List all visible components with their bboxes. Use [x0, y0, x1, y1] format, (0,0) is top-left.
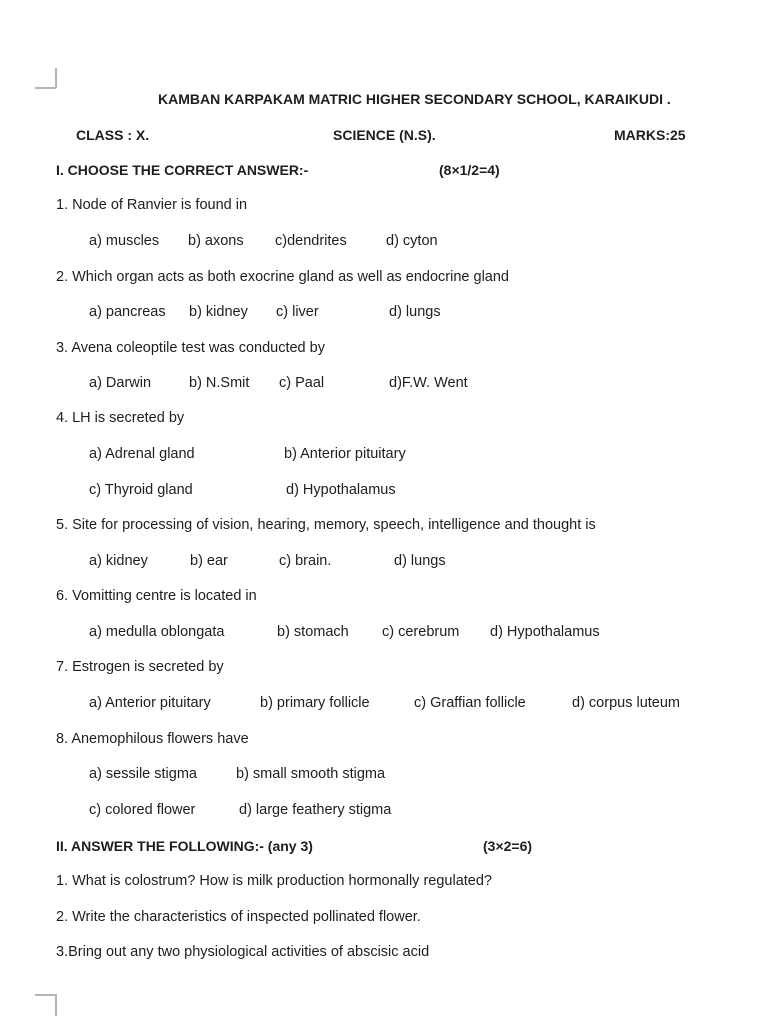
- q6-option-a: a) medulla oblongata: [89, 624, 225, 640]
- q8-option-a: a) sessile stigma: [89, 766, 197, 782]
- q8-option-d: d) large feathery stigma: [239, 802, 392, 818]
- q6-option-b: b) stomach: [277, 624, 349, 640]
- crop-mark-bottom-vertical: [55, 994, 57, 1016]
- question-5: 5. Site for processing of vision, hearing, memory, speech, intelligence and thought is: [56, 517, 596, 533]
- q5-option-d: d) lungs: [394, 553, 446, 569]
- q6-option-d: d) Hypothalamus: [490, 624, 600, 640]
- q3-option-b: b) N.Smit: [189, 375, 250, 391]
- question-4: 4. LH is secreted by: [56, 410, 185, 426]
- section2-title: II. ANSWER THE FOLLOWING:- (any 3): [56, 838, 313, 854]
- class-label: CLASS : X.: [76, 127, 150, 143]
- question-6: 6. Vomitting centre is located in: [56, 588, 257, 604]
- q8-option-c: c) colored flower: [89, 802, 196, 818]
- subject-label: SCIENCE (N.S).: [333, 127, 436, 143]
- q1-option-d: d) cyton: [386, 233, 438, 249]
- q3-option-c: c) Paal: [279, 375, 325, 391]
- q4-option-d: d) Hypothalamus: [286, 482, 396, 498]
- marks-label: MARKS:25: [614, 127, 686, 143]
- question-1: 1. Node of Ranvier is found in: [56, 197, 248, 213]
- section2-question-1: 1. What is colostrum? How is milk production hormonally regulated?: [56, 873, 492, 889]
- q7-option-d: d) corpus luteum: [572, 695, 680, 711]
- q6-option-c: c) cerebrum: [382, 624, 460, 640]
- q7-option-b: b) primary follicle: [260, 695, 370, 711]
- question-2: 2. Which organ acts as both exocrine gland as well as endocrine gland: [56, 269, 509, 285]
- q5-option-b: b) ear: [190, 553, 228, 569]
- school-name: KAMBAN KARPAKAM MATRIC HIGHER SECONDARY SCHOOL, KARAIKUDI .: [158, 91, 671, 107]
- crop-mark-top-horizontal: [35, 87, 56, 89]
- q3-option-d: d)F.W. Went: [389, 375, 468, 391]
- section2-question-2: 2. Write the characteristics of inspected pollinated flower.: [56, 909, 421, 925]
- section1-title: I. CHOOSE THE CORRECT ANSWER:-: [56, 162, 309, 178]
- q2-option-a: a) pancreas: [89, 304, 166, 320]
- q2-option-c: c) liver: [276, 304, 319, 320]
- q4-option-b: b) Anterior pituitary: [284, 446, 406, 462]
- q5-option-a: a) kidney: [89, 553, 148, 569]
- section2-question-3: 3.Bring out any two physiological activities of abscisic acid: [56, 944, 430, 960]
- q7-option-c: c) Graffian follicle: [414, 695, 526, 711]
- question-8: 8. Anemophilous flowers have: [56, 731, 249, 747]
- q8-option-b: b) small smooth stigma: [236, 766, 386, 782]
- q7-option-a: a) Anterior pituitary: [89, 695, 211, 711]
- q2-option-d: d) lungs: [389, 304, 441, 320]
- crop-mark-top-vertical: [55, 68, 57, 88]
- q1-option-c: c)dendrites: [275, 233, 347, 249]
- q3-option-a: a) Darwin: [89, 375, 152, 391]
- q4-option-a: a) Adrenal gland: [89, 446, 195, 462]
- crop-mark-bottom-horizontal: [35, 994, 56, 996]
- q2-option-b: b) kidney: [189, 304, 248, 320]
- q1-option-b: b) axons: [188, 233, 244, 249]
- q1-option-a: a) muscles: [89, 233, 160, 249]
- q5-option-c: c) brain.: [279, 553, 332, 569]
- section2-marks: (3×2=6): [483, 838, 533, 854]
- section1-marks: (8×1/2=4): [439, 162, 500, 178]
- question-7: 7. Estrogen is secreted by: [56, 659, 224, 675]
- q4-option-c: c) Thyroid gland: [89, 482, 193, 498]
- question-3: 3. Avena coleoptile test was conducted by: [56, 340, 325, 356]
